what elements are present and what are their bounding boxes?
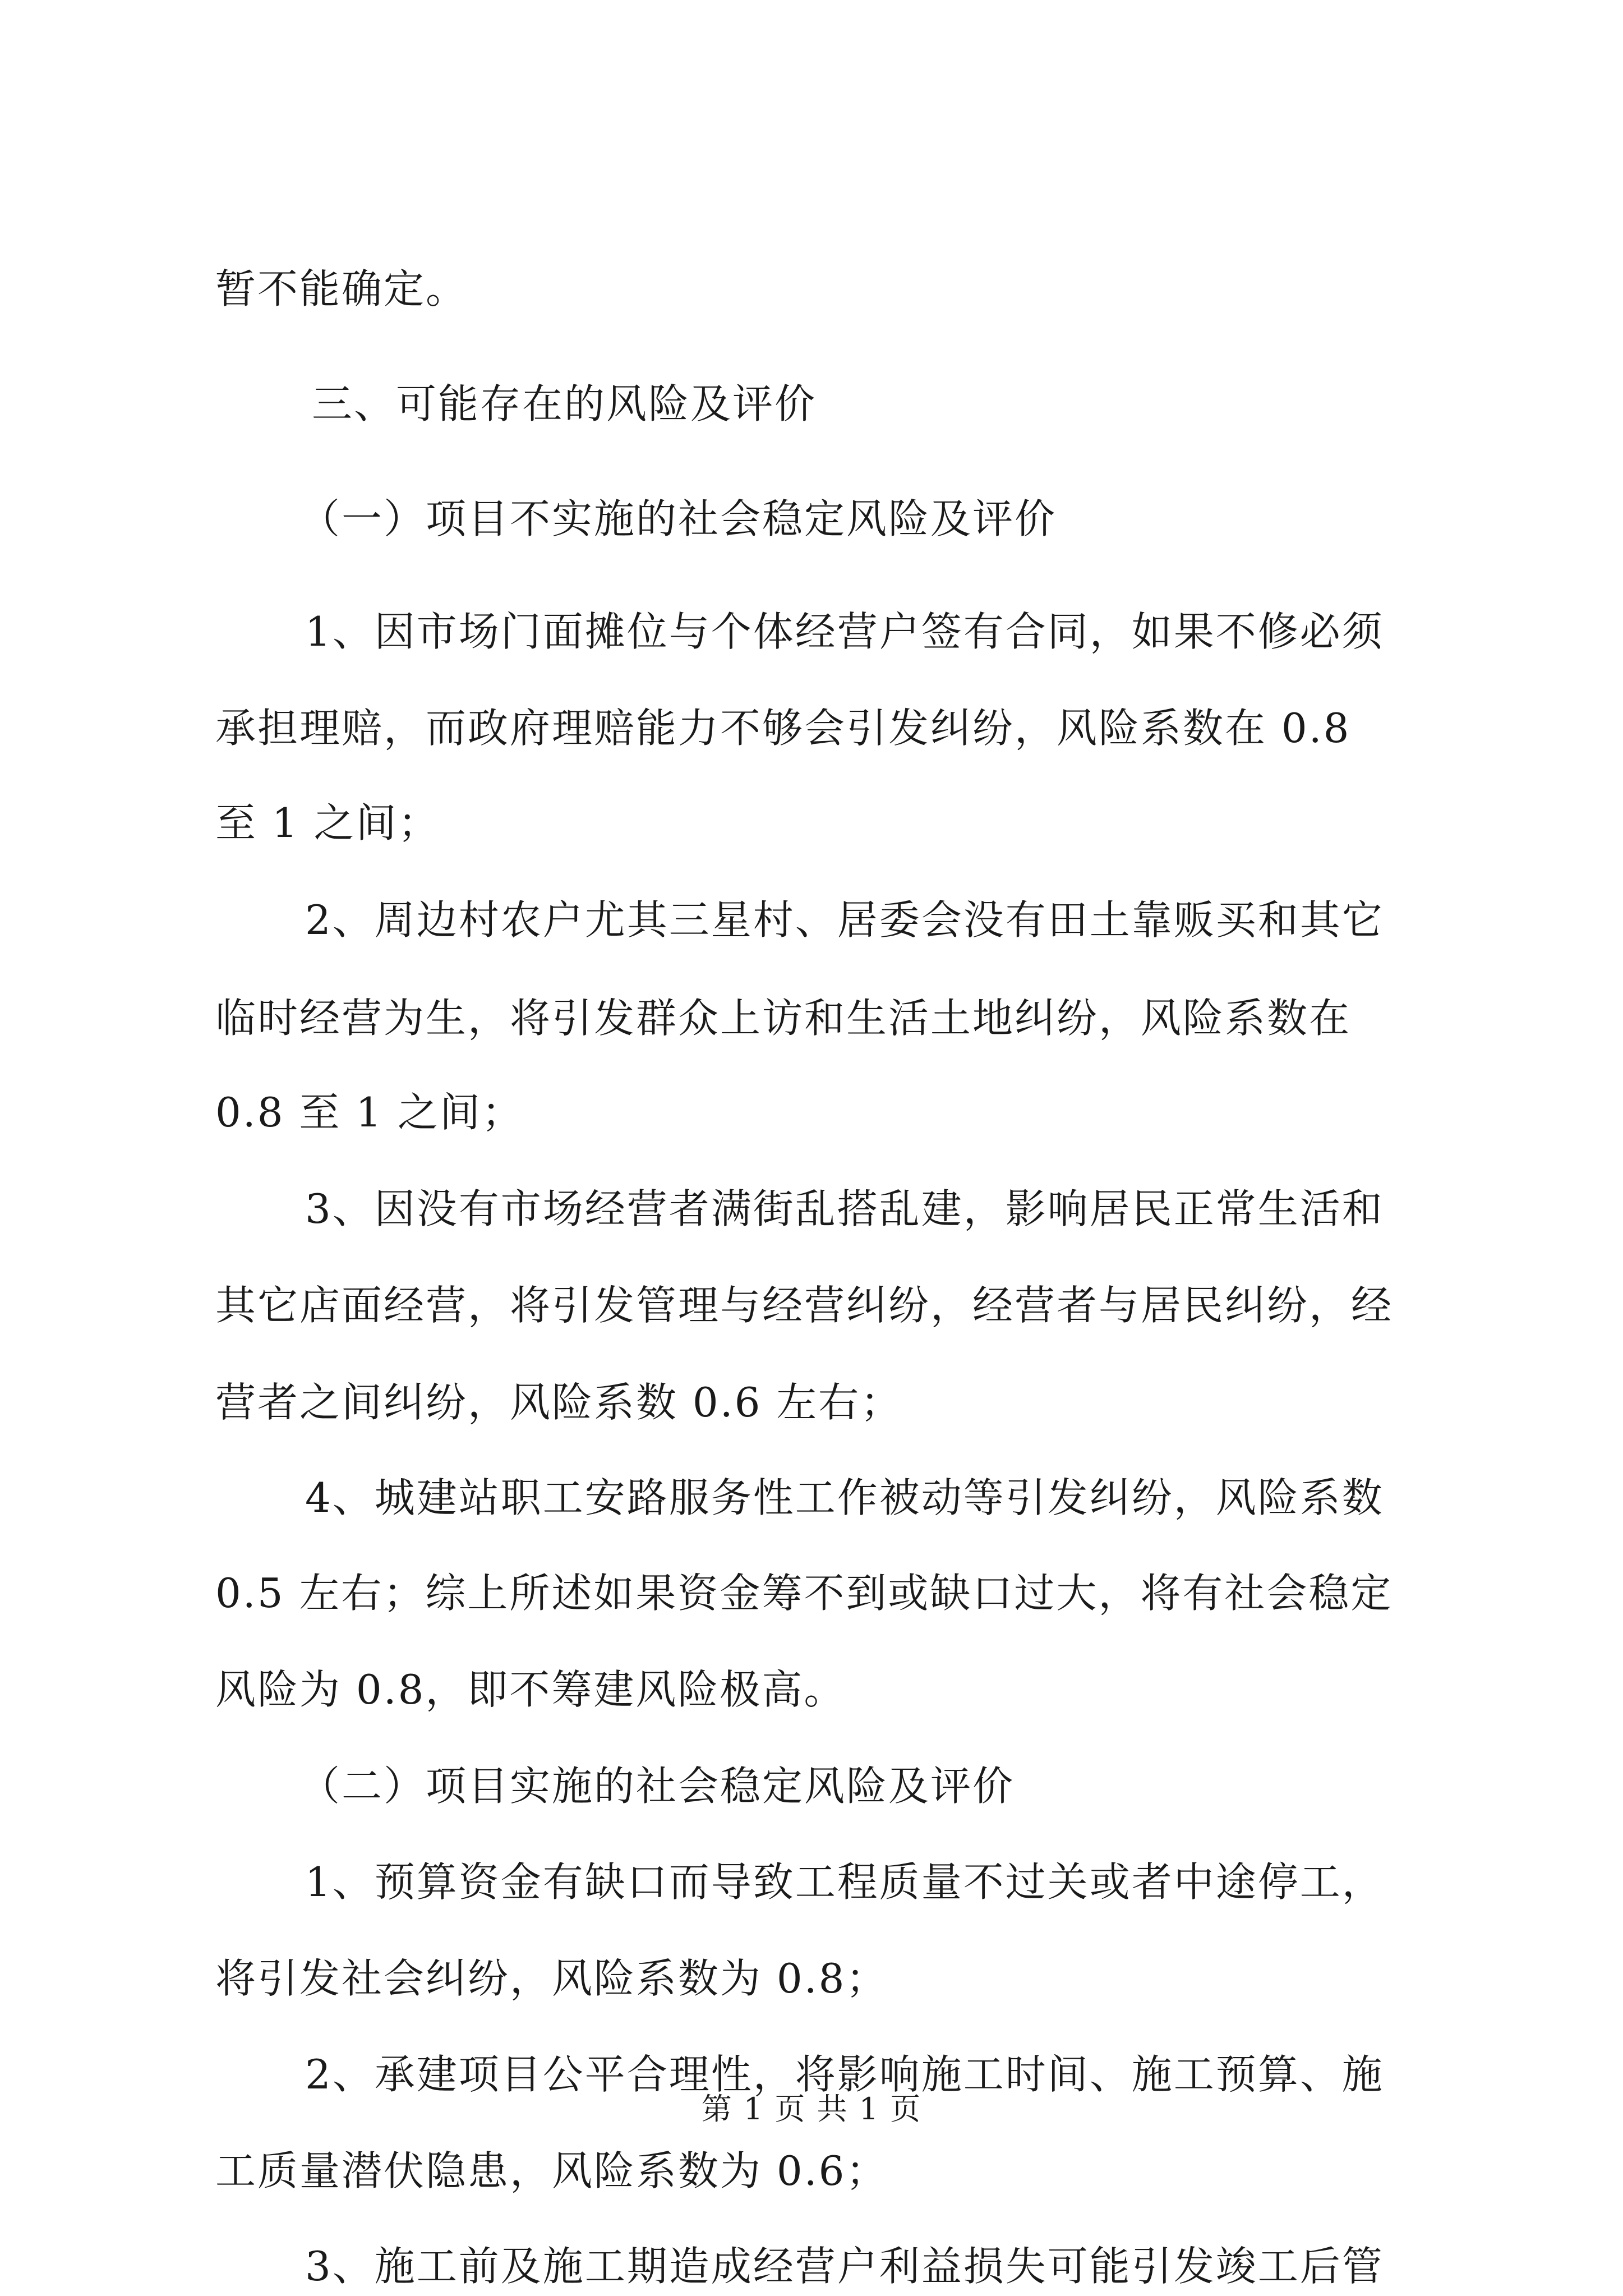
text-line: 风险为 0.8，即不筹建风险极高。 <box>215 1666 846 1713</box>
text-line: 2、周边村农户尤其三星村、居委会没有田土靠贩买和其它 <box>305 896 1384 944</box>
subsection-heading: （二）项目实施的社会稳定风险及评价 <box>299 1763 1015 1810</box>
text-line: 2、承建项目公平合理性，将影响施工时间、施工预算、施 <box>305 2051 1384 2098</box>
section-heading: 三、可能存在的风险及评价 <box>312 380 817 427</box>
text-line: 0.8 至 1 之间； <box>215 1089 524 1136</box>
text-line: 暂不能确定。 <box>215 265 468 312</box>
text-line: 将引发社会纠纷，风险系数为 0.8； <box>215 1955 888 2002</box>
subsection-heading: （一）项目不实施的社会稳定风险及评价 <box>299 495 1057 542</box>
text-line: 其它店面经营，将引发管理与经营纠纷，经营者与居民纠纷，经 <box>215 1282 1394 1329</box>
text-line: 工质量潜伏隐患，风险系数为 0.6； <box>215 2147 888 2194</box>
text-line: 3、因没有市场经营者满街乱搭乱建，影响居民正常生活和 <box>305 1185 1384 1232</box>
text-line: 承担理赔，而政府理赔能力不够会引发纠纷，风险系数在 0.8 <box>215 705 1351 752</box>
text-line: 1、因市场门面摊位与个体经营户签有合同，如果不修必须 <box>305 608 1384 655</box>
text-line: 0.5 左右；综上所述如果资金筹不到或缺口过大，将有社会稳定 <box>215 1570 1393 1617</box>
text-line: 营者之间纠纷，风险系数 0.6 左右； <box>215 1379 903 1426</box>
text-line: 1、预算资金有缺口而导致工程质量不过关或者中途停工， <box>305 1858 1384 1906</box>
text-line: 临时经营为生，将引发群众上访和生活土地纠纷，风险系数在 <box>215 995 1352 1042</box>
text-line: 至 1 之间； <box>215 799 440 846</box>
text-line: 3、施工前及施工期造成经营户利益损失可能引发竣工后管 <box>305 2243 1384 2290</box>
text-line: 4、城建站职工安路服务性工作被动等引发纠纷，风险系数 <box>305 1474 1384 1521</box>
page-number-footer: 第 1 页 共 1 页 <box>701 2091 922 2127</box>
